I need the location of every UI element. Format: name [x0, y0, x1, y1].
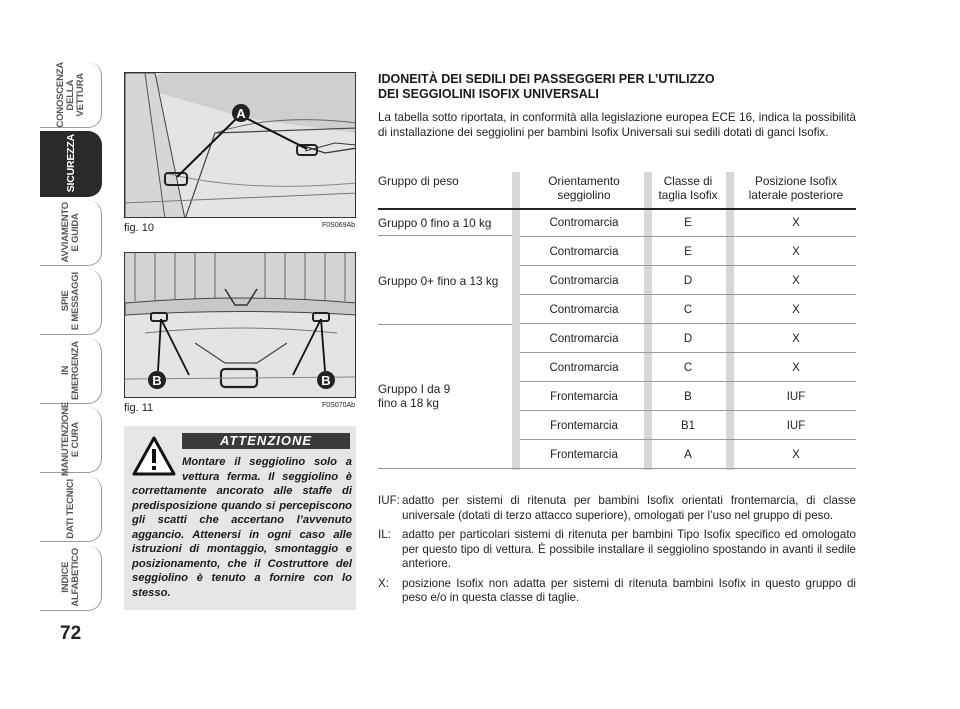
marker-b-left: B [152, 373, 162, 388]
header-posizione: Posizione Isofix laterale posteriore [748, 174, 844, 202]
cell-orientamento: Frontemarcia [550, 449, 618, 461]
cell-orientamento: Frontemarcia [550, 420, 618, 432]
cell-orientamento: Contromarcia [549, 333, 619, 345]
legend-key: IL: [378, 528, 391, 541]
page-number: 72 [60, 623, 82, 644]
cell-posizione: X [792, 449, 800, 461]
header-classe: Classe di taglia Isofix [658, 174, 718, 202]
cell-posizione: X [792, 217, 800, 229]
tab-label: SPIE E MESSAGGI [59, 272, 81, 331]
row-divider [520, 352, 856, 353]
legend-key: X: [378, 576, 389, 590]
marker-b-right: B [321, 373, 331, 388]
section-title-line: IDONEITÀ DEI SEDILI DEI PASSEGGERI PER L’UTILIZZO [378, 72, 715, 86]
tab-dati-tecnici[interactable] [40, 476, 102, 542]
cell-classe: A [684, 449, 692, 461]
tab-sicurezza[interactable] [40, 131, 102, 197]
cell-classe: E [684, 246, 692, 258]
row-divider [520, 265, 856, 266]
legend-item [378, 494, 856, 523]
row-divider [520, 294, 856, 295]
figure-code: F0S069Ab [322, 222, 356, 229]
cell-posizione: IUF [786, 391, 806, 403]
warning-box [124, 426, 356, 610]
isofix-seat-illustration [125, 73, 356, 218]
legend-text: adatto per sistemi di ritenuta per bambini Isofix orientati frontemarcia, di classe universale (dotati di terzo attacco superiore), omologati per l’uso nel gruppo di peso. [402, 494, 856, 522]
row-divider [520, 439, 856, 440]
section-intro: La tabella sotto riportata, in conformità alla legislazione europea ECE 16, indica la possibilità di installazione dei seggiolini per bambini Isofix Universali sui sedili dotati di ganci Isofix. [378, 111, 856, 139]
tab-conoscenza-della-vettura[interactable] [40, 62, 102, 128]
row-divider [520, 381, 856, 382]
figure-caption: fig. 11 [124, 402, 154, 414]
section-title [378, 72, 856, 102]
cell-classe: D [683, 275, 693, 287]
cell-posizione: X [792, 275, 800, 287]
tab-avviamento-e-guida[interactable] [40, 200, 102, 266]
tab-label: SICUREZZA [64, 134, 77, 193]
cell-orientamento: Contromarcia [549, 362, 619, 374]
column-separator [512, 172, 520, 470]
header-orientamento: Orientamento seggiolino [548, 174, 620, 202]
warning-header: ATTENZIONE [182, 433, 350, 449]
figure-code: F0S070Ab [322, 402, 356, 409]
isofix-suitability-table [378, 172, 856, 472]
table-legend [378, 494, 856, 611]
cell-orientamento: Frontemarcia [550, 391, 618, 403]
figure-isofix-anchors-b [124, 252, 356, 398]
tab-indice-alfabetico[interactable] [40, 545, 102, 611]
tab-label: INDICE ALFABETICO [59, 548, 81, 607]
warning-text: Montare il seggiolino solo a vettura ferma. Il seggiolino è correttamente ancorato alle staffe di predisposizione quando si percepiscono gli scatti che accertano l’avvenuto aggancio. Attenersi in ogni caso alle istruzioni di montaggio, smontaggio e posizionamento, che il Costruttore del seggiolino è tenuto a fornire con lo stesso. [132, 456, 352, 599]
section-title-line: DEI SEGGIOLINI ISOFIX UNIVERSALI [378, 87, 599, 101]
cell-orientamento: Contromarcia [549, 275, 619, 287]
header-gruppo-di-peso: Gruppo di peso [378, 174, 459, 188]
cell-posizione: X [792, 333, 800, 345]
tab-in-emergenza[interactable] [40, 338, 102, 404]
tab-label: CONOSCENZA DELLA VETTURA [54, 61, 86, 128]
tab-label: DATI TECNICI [64, 478, 76, 539]
row-divider [378, 324, 512, 325]
cell-orientamento: Contromarcia [549, 217, 619, 229]
row-divider [520, 236, 856, 237]
row-divider [520, 323, 856, 324]
legend-text: posizione Isofix non adatta per sistemi di ritenuta bambini Isofix in questo gruppo di peso e/o in questa classe di taglie. [402, 576, 856, 604]
row-divider [378, 468, 856, 469]
row-divider [378, 235, 512, 236]
cell-posizione: X [792, 246, 800, 258]
cell-classe: C [683, 362, 693, 374]
cell-posizione: IUF [786, 420, 806, 432]
cell-classe: E [684, 217, 692, 229]
group-label: Gruppo 0+ fino a 13 kg [378, 274, 499, 288]
cell-posizione: X [792, 362, 800, 374]
legend-text: adatto per particolari sistemi di ritenuta per bambini Tipo Isofix specifico ed omologato per questo tipo di vettura. È possibile installare il seggiolino spostando in avanti il sedile anteriore. [402, 528, 856, 570]
legend-item [378, 577, 856, 606]
tab-label: AVVIAMENTO E GUIDA [59, 202, 81, 263]
group-label: Gruppo I da 9 fino a 18 kg [378, 382, 451, 410]
cell-classe: D [683, 333, 693, 345]
tab-spie-e-messaggi[interactable] [40, 269, 102, 335]
tab-label: MANUTENZIONE E CURA [59, 402, 81, 477]
cell-classe: B1 [680, 420, 696, 432]
table-header-rule [378, 208, 856, 210]
tab-label: IN EMERGENZA [59, 341, 81, 400]
cell-orientamento: Contromarcia [549, 304, 619, 316]
cell-posizione: X [792, 304, 800, 316]
marker-a: A [236, 106, 246, 121]
legend-item [378, 528, 856, 572]
figure-caption: fig. 10 [124, 222, 154, 234]
tab-manutenzione-e-cura[interactable] [40, 402, 102, 477]
cell-classe: C [683, 304, 693, 316]
row-divider [520, 410, 856, 411]
cell-orientamento: Contromarcia [549, 246, 619, 258]
cell-classe: B [684, 391, 692, 403]
legend-key: IUF: [378, 494, 400, 507]
group-label: Gruppo 0 fino a 10 kg [378, 216, 492, 230]
figure-isofix-anchors-a [124, 72, 356, 218]
isofix-rear-bench-illustration [125, 253, 356, 398]
section-isofix [378, 72, 856, 140]
